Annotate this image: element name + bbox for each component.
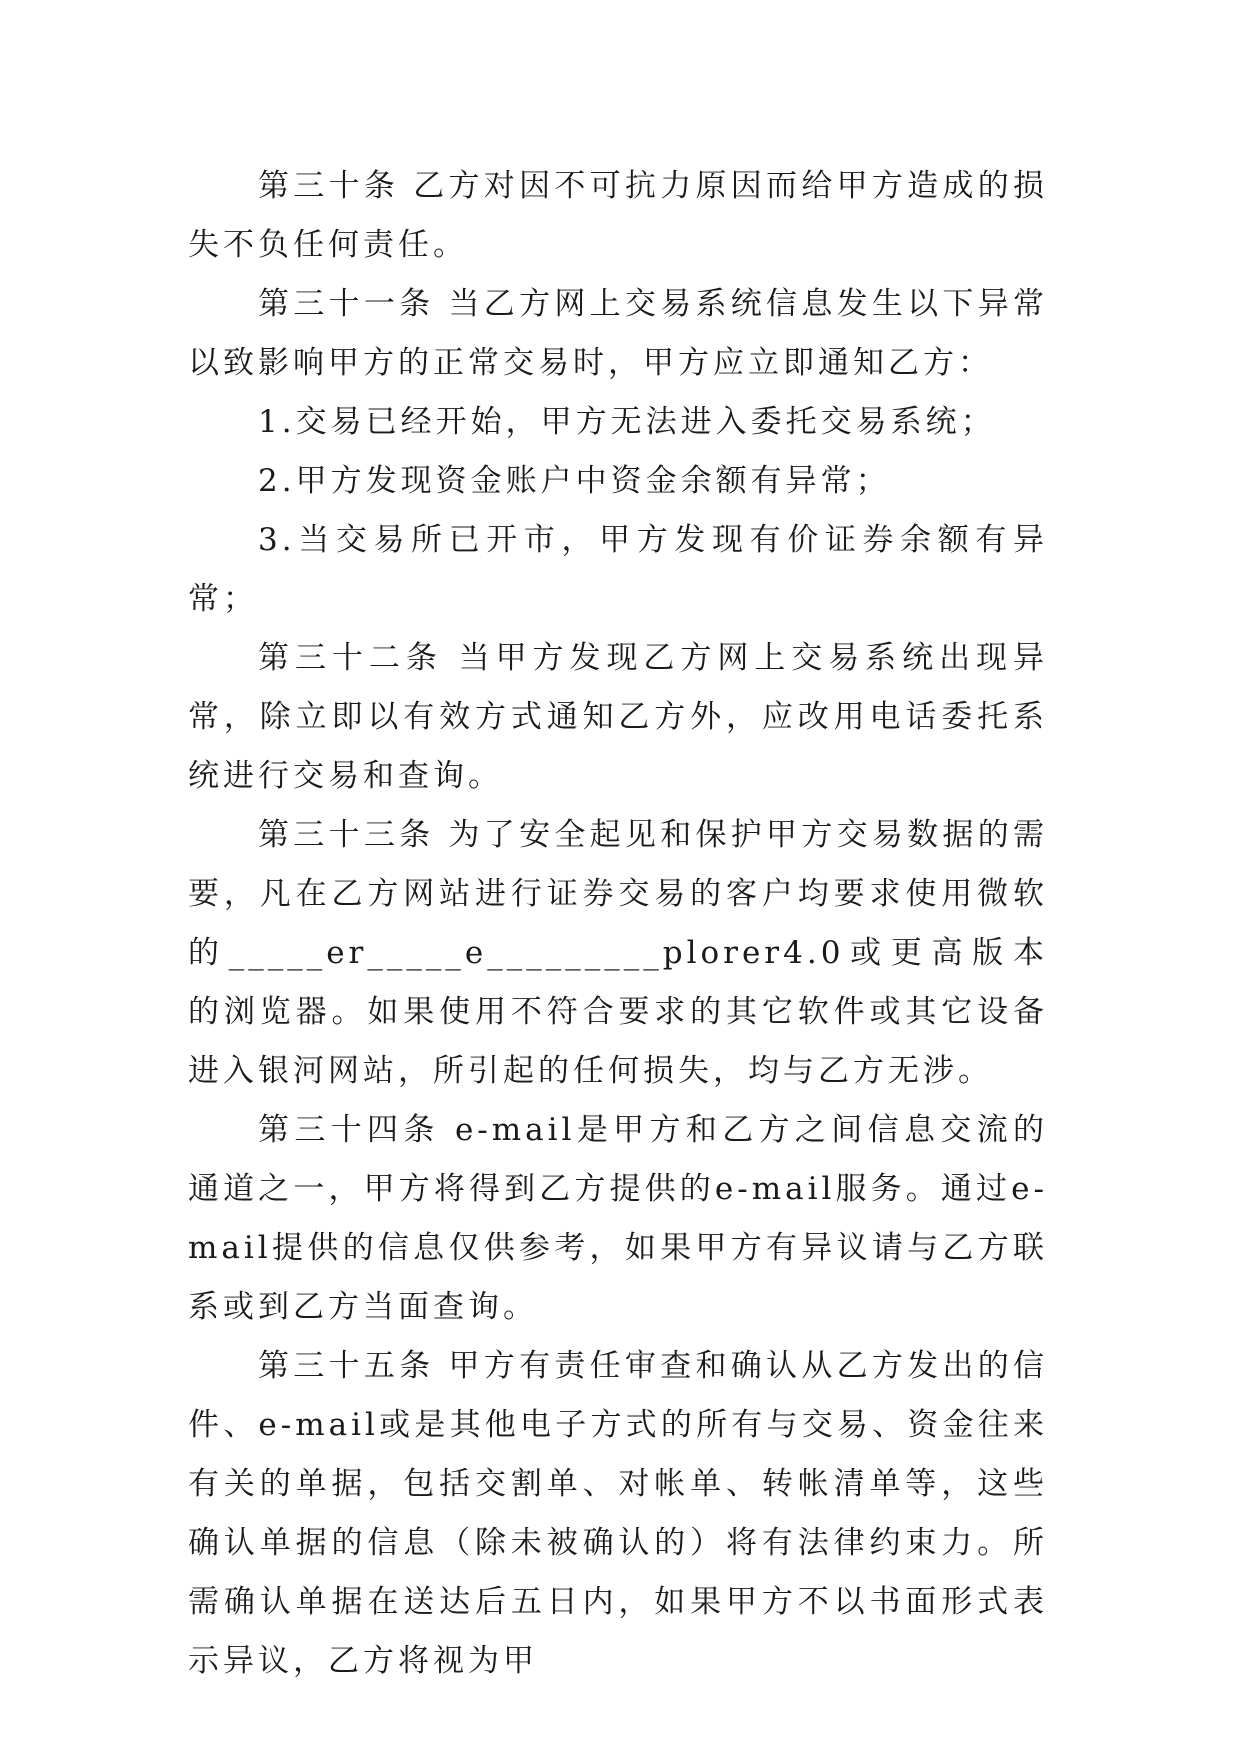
article-34: 第三十四条 e-mail是甲方和乙方之间信息交流的通道之一，甲方将得到乙方提供的e-mail服务。通过e-mail提供的信息仅供参考，如果甲方有异议请与乙方联系或到乙方当面查询。	[188, 1112, 1048, 1325]
article-31-item-2: 2.甲方发现资金账户中资金余额有异常；	[258, 463, 891, 499]
article-31-item-1: 1.交易已经开始，甲方无法进入委托交易系统；	[258, 404, 996, 440]
article-31: 第三十一条 当乙方网上交易系统信息发生以下异常以致影响甲方的正常交易时，甲方应立即通知乙方：	[188, 286, 1048, 381]
article-31-item-3: 3.当交易所已开市，甲方发现有价证券余额有异常；	[188, 522, 1048, 617]
document-body	[188, 157, 1048, 1691]
article-30: 第三十条 乙方对因不可抗力原因而给甲方造成的损失不负任何责任。	[188, 168, 1048, 263]
article-33: 第三十三条 为了安全起见和保护甲方交易数据的需要，凡在乙方网站进行证券交易的客户均要求使用微软的_____er_____e_________plorer4.0或更高版本的浏览器。如果使用不符合要求的其它软件或其它设备进入银河网站，所引起的任何损失，均与乙方无涉。	[188, 817, 1048, 1089]
article-35: 第三十五条 甲方有责任审查和确认从乙方发出的信件、e-mail或是其他电子方式的所有与交易、资金往来有关的单据，包括交割单、对帐单、转帐清单等，这些确认单据的信息（除未被确认的）将有法律约束力。所需确认单据在送达后五日内，如果甲方不以书面形式表示异议，乙方将视为甲	[188, 1348, 1048, 1679]
article-32: 第三十二条 当甲方发现乙方网上交易系统出现异常，除立即以有效方式通知乙方外，应改用电话委托系统进行交易和查询。	[188, 640, 1048, 794]
